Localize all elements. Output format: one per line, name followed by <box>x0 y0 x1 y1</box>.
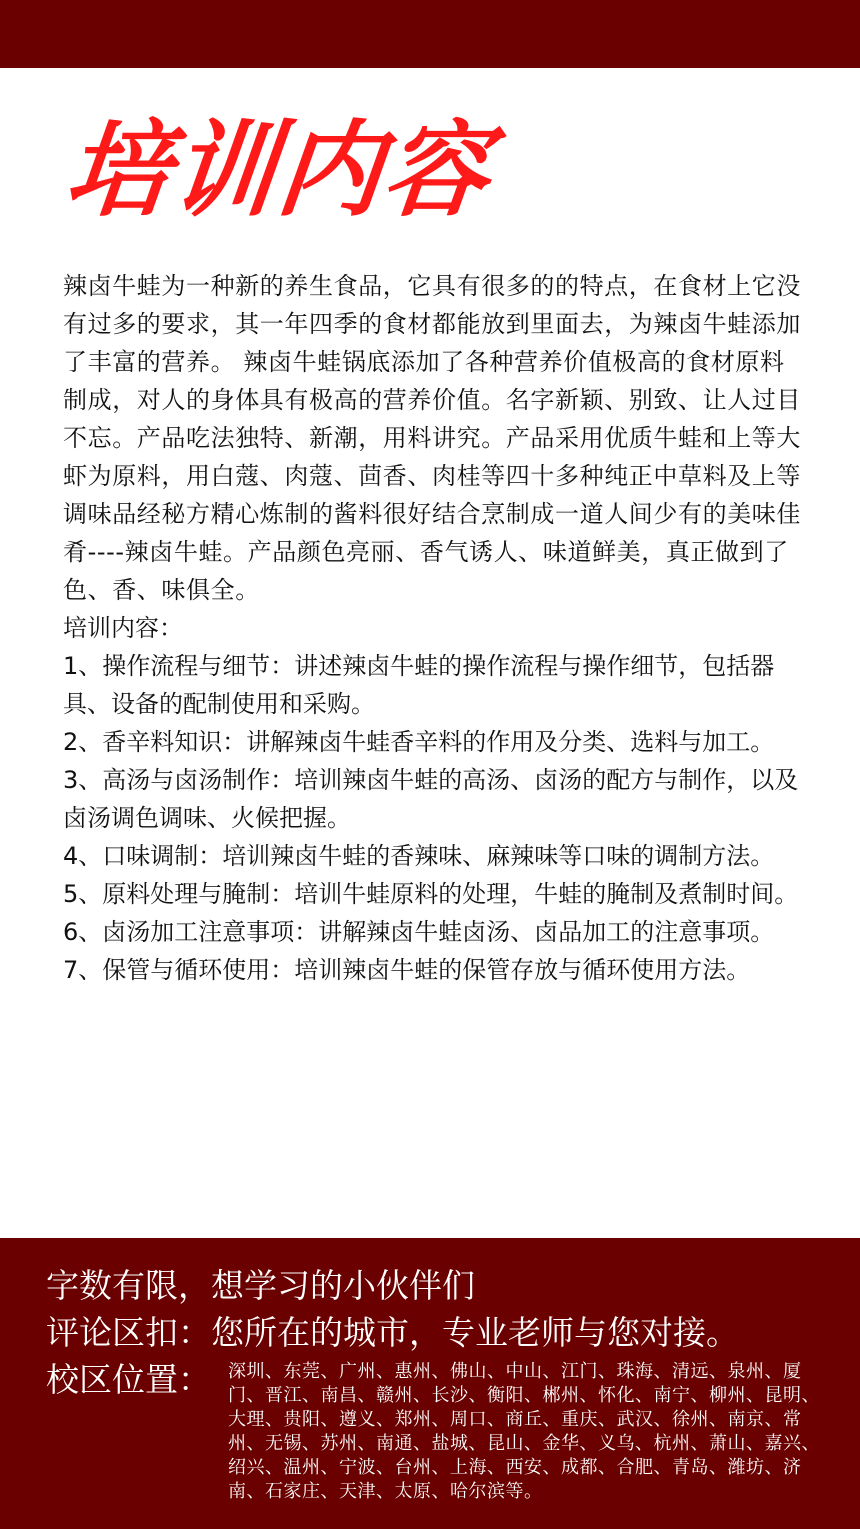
footer-call-to-action: 字数有限，想学习的小伙伴们 <box>46 1266 475 1305</box>
footer-banner <box>0 1238 860 1529</box>
intro-paragraph: 辣卤牛蛙为一种新的养生食品，它具有很多的的特点，在食材上它没有过多的要求，其一年四季的食材都能放到里面去，为辣卤牛蛙添加了丰富的营养。 辣卤牛蛙锅底添加了各种营养价值极高的食材原料制成，对人的身体具有极高的营养价值。名字新颖、别致、让人过目不忘。产品吃法独特、新潮，用料讲究。产品采用优质牛蛙和上等大虾为原料，用白蔻、肉蔻、茴香、肉桂等四十多种纯正中草料及上等调味品经秘方精心炼制的酱料很好结合烹制成一道人间少有的美味佳肴----辣卤牛蛙。产品颜色亮丽、香气诱人、味道鲜美，真正做到了色、香、味俱全。 <box>63 272 801 604</box>
training-list <box>63 647 803 989</box>
training-item: 7、保管与循环使用：培训辣卤牛蛙的保管存放与循环使用方法。 <box>63 956 751 984</box>
training-item: 4、口味调制：培训辣卤牛蛙的香辣味、麻辣味等口味的调制方法。 <box>63 842 775 870</box>
training-item: 2、香辛料知识：讲解辣卤牛蛙香辛料的作用及分类、选料与加工。 <box>63 728 775 756</box>
campus-list: 深圳、东莞、广州、惠州、佛山、中山、江门、珠海、清远、泉州、厦门、晋江、南昌、赣州、长沙、衡阳、郴州、怀化、南宁、柳州、昆明、大理、贵阳、遵义、郑州、周口、商丘、重庆、武汉、徐州、南京、常州、无锡、苏州、南通、盐城、昆山、金华、义乌、杭州、萧山、嘉兴、绍兴、温州、宁波、台州、上海、西安、成都、合肥、青岛、潍坊、济南、石家庄、天津、太原、哈尔滨等。 <box>228 1361 820 1502</box>
page-title: 培训内容 <box>59 109 497 231</box>
footer-contact-prompt: 评论区扣：您所在的城市，专业老师与您对接。 <box>46 1313 739 1352</box>
training-item: 1、操作流程与细节：讲述辣卤牛蛙的操作流程与操作细节，包括器具、设备的配制使用和采购。 <box>63 652 775 718</box>
training-item: 5、原料处理与腌制：培训牛蛙原料的处理，牛蛙的腌制及煮制时间。 <box>63 880 799 908</box>
training-item: 3、高汤与卤汤制作：培训辣卤牛蛙的高汤、卤汤的配方与制作，以及卤汤调色调味、火候把握。 <box>63 766 799 832</box>
campus-label: 校区位置： <box>46 1360 211 1399</box>
training-item: 6、卤汤加工注意事项：讲解辣卤牛蛙卤汤、卤品加工的注意事项。 <box>63 918 775 946</box>
training-heading: 培训内容： <box>63 614 183 642</box>
article-body <box>63 267 803 989</box>
top-banner <box>0 0 860 68</box>
